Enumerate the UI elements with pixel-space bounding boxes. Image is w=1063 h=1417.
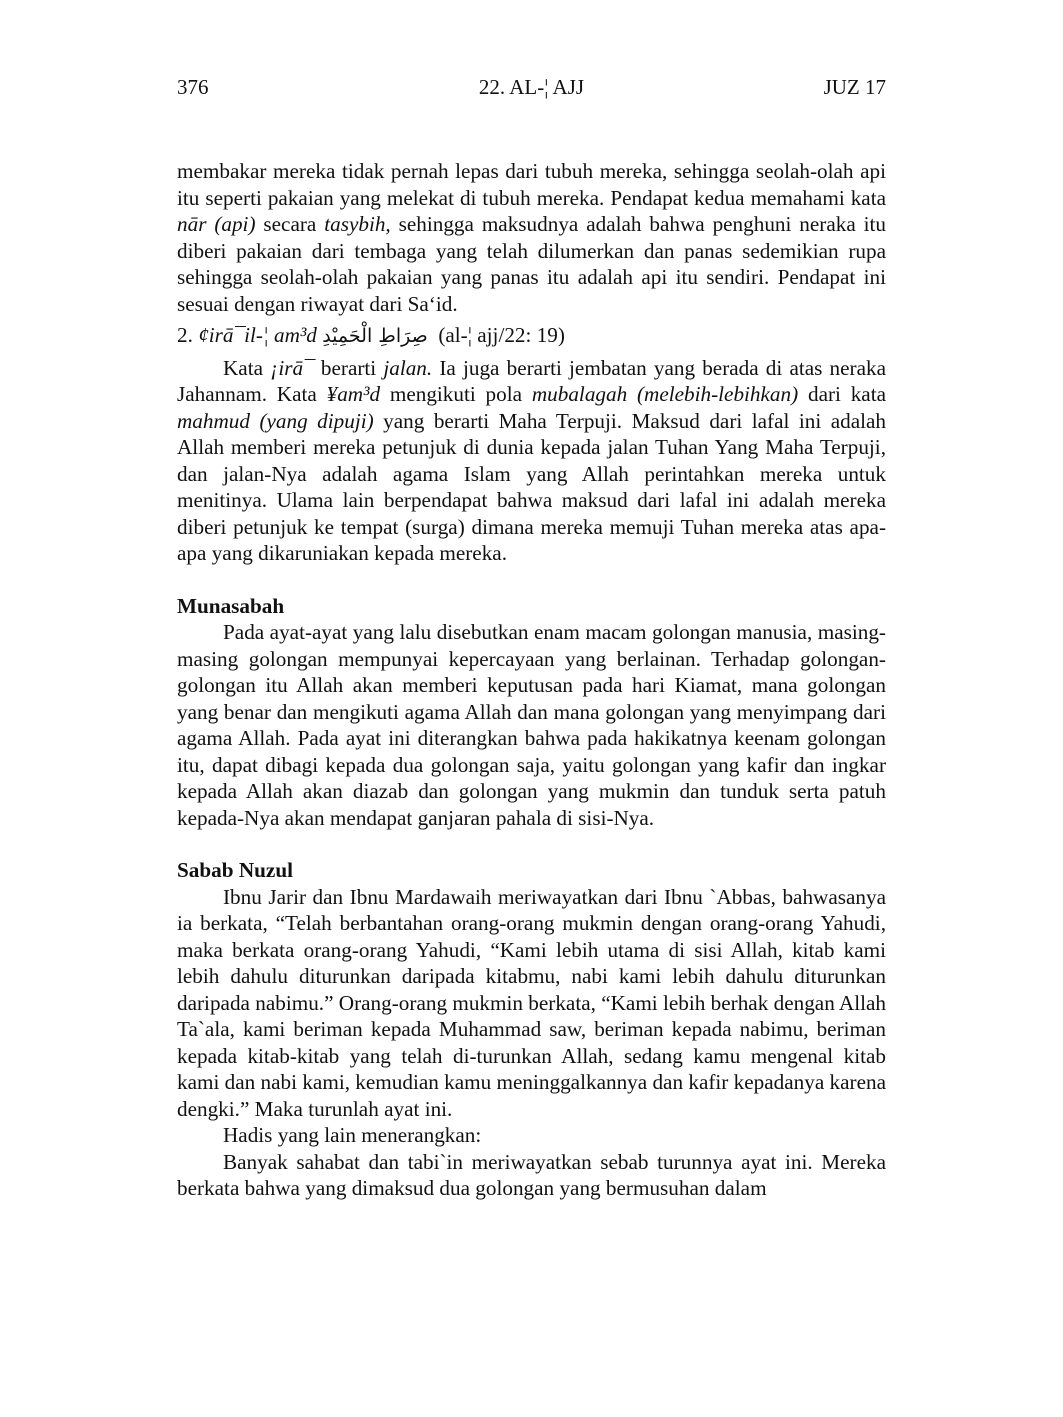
italic-term: mubalagah (melebih-lebihkan) xyxy=(531,382,799,406)
text-run: berarti xyxy=(313,355,384,380)
italic-term: mahmud (yang dipuji) xyxy=(177,408,374,433)
entry-arabic: صِرَاطِ الْحَمِيْدِ xyxy=(322,325,428,347)
italic-term: ¡irā¯ xyxy=(270,355,314,380)
sabab-nuzul-paragraph-3: Banyak sahabat dan tabi`in meriwayatkan sebab turunnya ayat ini. Mereka berkata bahwa yang dimaksud dua golongan yang bermusuhan dalam xyxy=(177,1149,886,1200)
vocabulary-explanation xyxy=(177,355,886,567)
text-run: mengikuti pola xyxy=(380,382,532,406)
text-run: dari kata xyxy=(798,382,887,406)
text-run: yang berarti Maha Terpuji. Maksud dari lafal ini adalah Allah memberi mereka petunjuk di dunia kepada jalan Tuhan Yang Maha Terpuji, dan jalan-Nya adalah agama Islam yang Allah perintahkan mereka untuk menitinya. Ulama lain berpendapat bahwa maksud dari lafal ini adalah mereka diberi petunjuk ke tempat (surga) dimana mereka memuji Tuhan mereka atas apa-apa yang dikaruniakan kepada mereka. xyxy=(177,408,886,565)
sabab-nuzul-paragraph-2: Hadis yang lain menerangkan: xyxy=(223,1123,482,1147)
section-heading-munasabah: Munasabah xyxy=(177,593,285,618)
text-run: membakar mereka tidak pernah lepas dari tubuh mereka, sehingga seolah-olah api itu seperti pakaian yang melekat di tubuh mereka. Pendapat kedua memahami kata xyxy=(177,159,886,210)
page-number: 376 xyxy=(177,75,209,99)
page-body xyxy=(177,158,886,1202)
italic-term: jalan. xyxy=(383,355,433,380)
text-run: secara xyxy=(255,212,325,236)
paragraph-continuation xyxy=(177,158,886,317)
entry-transliteration: ¢irā¯il-¦ am³d xyxy=(198,323,317,347)
text-run: Ia juga berarti jembatan yang berada di atas neraka Jahannam. Kata xyxy=(177,355,886,406)
surah-title: 22. AL-¦ AJJ xyxy=(478,75,585,99)
italic-term: tasybih, xyxy=(324,212,391,236)
section-heading-sabab-nuzul: Sabab Nuzul xyxy=(177,858,293,882)
entry-reference: (al-¦ ajj/22: 19) xyxy=(438,323,565,347)
sabab-nuzul-paragraph-1: Ibnu Jarir dan Ibnu Mardawaih meriwayatkan dari Ibnu `Abbas, bahwasanya ia berkata, “Telah berbantahan orang-orang mukmin dengan orang-orang Yahudi, maka berkata orang-orang Yahudi, “Kami lebih utama di sisi Allah, kitab kami lebih dahulu diturunkan daripada kitabmu, nabi kami lebih dahulu diturunkan daripada nabimu.” Orang-orang mukmin berkata, “Kami lebih berhak dengan Allah Ta`ala, kami beriman kepada Muhammad saw, beriman kepada nabimu, beriman kepada kitab-kitab yang telah di-turunkan Allah, sedang kamu mengenal kitab kami dan nabi kami, kemudian kamu meninggalkannya dan kafir kepadanya karena dengki.” Maka turunlah ayat ini. xyxy=(177,884,886,1121)
munasabah-paragraph: Pada ayat-ayat yang lalu disebutkan enam macam golongan manusia, masing-masing golongan mempunyai kepercayaan yang berlainan. Terhadap golongan-golongan itu Allah akan memberi keputusan pada hari Kiamat, mana golongan yang benar dan mengikuti agama Allah dan mana golongan yang menyimpang dari agama Allah. Pada ayat ini diterangkan bahwa pada hakikatnya keenam golongan itu, dapat dibagi kepada dua golongan saja, yaitu golongan yang kafir dan ingkar kepada Allah akan diazab dan golongan yang mukmin dan tunduk serta patuh kepada-Nya akan mendapat ganjaran pahala di sisi-Nya. xyxy=(177,620,886,830)
italic-term: ¥am³d xyxy=(326,382,381,406)
text-run: Kata xyxy=(223,355,271,380)
text-run: sehingga maksudnya adalah bahwa penghuni neraka itu diberi pakaian dari tembaga yang telah dilumerkan dan panas sedemikian rupa sehingga seolah-olah pakaian yang panas itu adalah api itu sendiri. Pendapat ini sesuai dengan riwayat dari Sa‘id. xyxy=(177,212,887,316)
juz-label: JUZ 17 xyxy=(823,75,886,99)
entry-number: 2. xyxy=(177,323,193,347)
italic-term: nār (api) xyxy=(177,212,256,236)
vocabulary-entry xyxy=(177,322,886,350)
